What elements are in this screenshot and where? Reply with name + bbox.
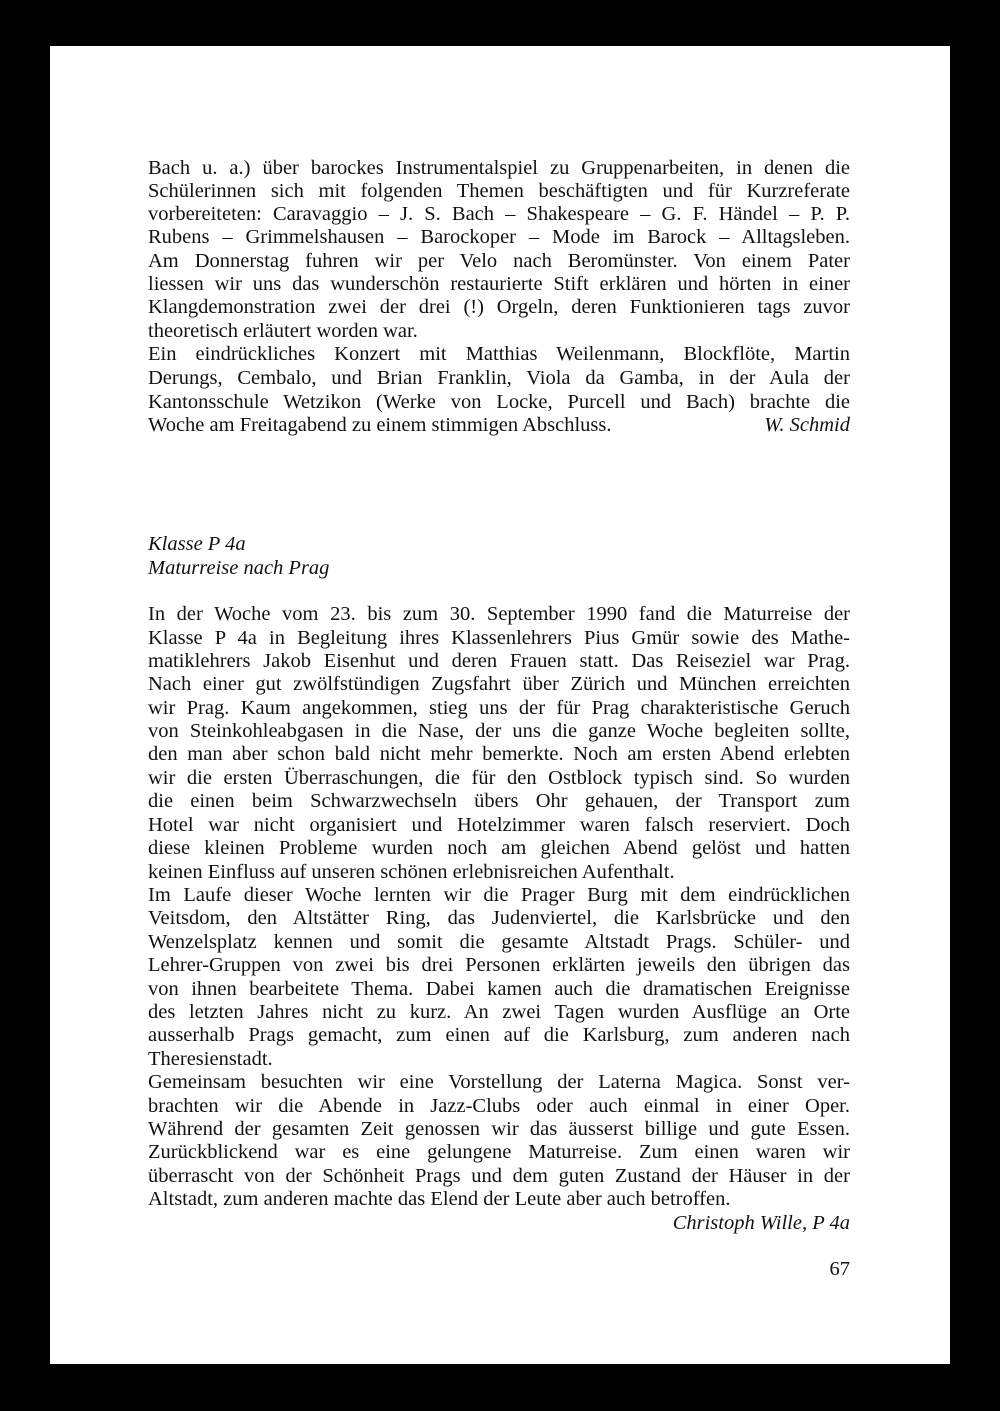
author-signature: W. Schmid [764, 414, 850, 436]
body-line: des letzten Jahres nicht zu kurz. An zwei Tagen wurden Ausflüge an Orte [148, 1001, 850, 1023]
body-line: Gemeinsam besuchten wir eine Vorstellung der Laterna Magica. Sonst ver- [148, 1071, 850, 1093]
body-line: Schülerinnen sich mit folgenden Themen beschäftigten und für Kurzreferate [148, 180, 850, 202]
body-line: keinen Einfluss auf unseren schönen erlebnisreichen Aufenthalt. [148, 861, 675, 883]
section-heading-class: Klasse P 4a [148, 533, 246, 555]
body-line: wir Prag. Kaum angekommen, stieg uns der für Prag charakteristische Geruch [148, 697, 850, 719]
body-line: von ihnen bearbeitete Thema. Dabei kamen auch die dramatischen Ereignisse [148, 978, 850, 1000]
body-line: Derungs, Cembalo, und Brian Franklin, Viola da Gamba, in der Aula der [148, 367, 850, 389]
body-line: Klasse P 4a in Begleitung ihres Klassenlehrers Pius Gmür sowie des Mathe- [148, 627, 850, 649]
body-line: In der Woche vom 23. bis zum 30. September 1990 fand die Maturreise der [148, 603, 850, 625]
body-line: vorbereiteten: Caravaggio – J. S. Bach – Shakespeare – G. F. Händel – P. P. [148, 203, 850, 225]
body-line: Zurückblickend war es eine gelungene Maturreise. Zum einen waren wir [148, 1141, 850, 1163]
section-heading-title: Maturreise nach Prag [148, 557, 330, 579]
body-line: die einen beim Schwarzwechseln übers Ohr gehauen, der Transport zum [148, 790, 850, 812]
body-line: Während der gesamten Zeit genossen wir das äusserst billige und gute Essen. [148, 1118, 850, 1140]
body-line: wir die ersten Überraschungen, die für den Ostblock typisch sind. So wurden [148, 767, 850, 789]
body-line: Lehrer-Gruppen von zwei bis drei Personen erklärten jeweils den übrigen das [148, 954, 850, 976]
body-line: brachten wir die Abende in Jazz-Clubs oder auch einmal in einer Oper. [148, 1095, 850, 1117]
body-line: Klangdemonstration zwei der drei (!) Orgeln, deren Funktionieren tags zuvor [148, 296, 850, 318]
body-line: Woche am Freitagabend zu einem stimmigen Abschluss. [148, 414, 612, 436]
body-line: Im Laufe dieser Woche lernten wir die Prager Burg mit dem eindrücklichen [148, 884, 850, 906]
body-line: Wenzelsplatz kennen und somit die gesamte Altstadt Prags. Schüler- und [148, 931, 850, 953]
body-line: Ein eindrückliches Konzert mit Matthias Weilenmann, Blockflöte, Martin [148, 343, 850, 365]
page-number: 67 [829, 1258, 850, 1280]
body-line: ausserhalb Prags gemacht, zum einen auf die Karlsburg, zum anderen nach [148, 1024, 850, 1046]
body-line: diese kleinen Probleme wurden noch am gleichen Abend gelöst und hatten [148, 837, 850, 859]
body-line: Theresienstadt. [148, 1048, 273, 1070]
body-line: Kantonsschule Wetzikon (Werke von Locke, Purcell und Bach) brachte die [148, 391, 850, 413]
body-line: Veitsdom, den Altstätter Ring, das Judenviertel, die Karlsbrücke und den [148, 907, 850, 929]
body-line: matiklehrers Jakob Eisenhut und deren Frauen statt. Das Reiseziel war Prag. [148, 650, 850, 672]
body-line: Am Donnerstag fuhren wir per Velo nach Beromünster. Von einem Pater [148, 250, 850, 272]
body-line: Nach einer gut zwölfstündigen Zugsfahrt über Zürich und München erreichten [148, 673, 850, 695]
body-line: überrascht von der Schönheit Prags und dem guten Zustand der Häuser in der [148, 1165, 850, 1187]
body-line: Altstadt, zum anderen machte das Elend der Leute aber auch betroffen. [148, 1188, 731, 1210]
body-line: Bach u. a.) über barockes Instrumentalspiel zu Gruppenarbeiten, in denen die [148, 157, 850, 179]
body-line: den man aber schon bald nicht mehr bemerkte. Noch am ersten Abend erlebten [148, 743, 850, 765]
body-line: liessen wir uns das wunderschön restaurierte Stift erklären und hörten in einer [148, 273, 850, 295]
body-line: von Steinkohleabgasen in die Nase, der uns die ganze Woche begleiten sollte, [148, 720, 850, 742]
body-line: Hotel war nicht organisiert und Hotelzimmer waren falsch reserviert. Doch [148, 814, 850, 836]
body-line: Rubens – Grimmelshausen – Barockoper – Mode im Barock – Alltagsleben. [148, 226, 850, 248]
body-line: theoretisch erläutert worden war. [148, 320, 418, 342]
author-signature: Christoph Wille, P 4a [672, 1212, 850, 1234]
